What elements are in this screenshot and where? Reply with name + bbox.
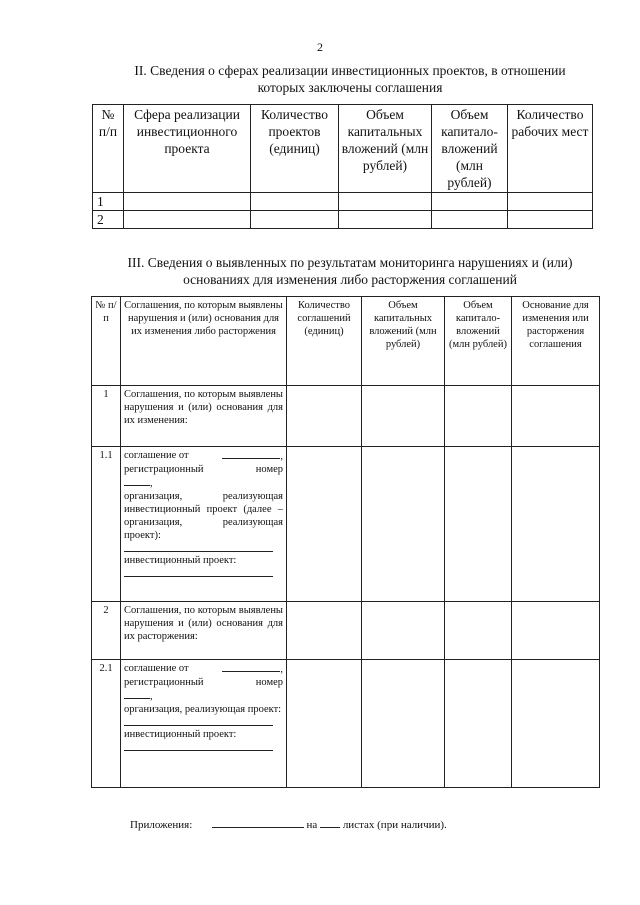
attachments-on: на <box>306 819 318 831</box>
table-row <box>93 211 593 229</box>
table-cell <box>445 386 512 447</box>
agreement-date-label: соглашение от <box>124 663 189 674</box>
section-3-title <box>90 254 610 288</box>
column-header-number: № п/п <box>93 105 124 193</box>
table-row <box>93 193 593 211</box>
organization-text: организация, реализующая инвестиционный проект (далее – организация, реализующая проект): <box>124 491 283 541</box>
blank-field-line <box>124 689 150 699</box>
table-cell <box>251 193 339 211</box>
table-cell <box>251 211 339 229</box>
project-label: инвестиционный проект: <box>124 555 237 566</box>
section-2-title <box>80 62 620 96</box>
section-2-title-line-1: II. Сведения о сферах реализации инвестиционных проектов, в отношении <box>134 63 566 78</box>
table-cell <box>362 447 445 602</box>
blank-field-line <box>222 662 280 672</box>
blank-field-line <box>320 818 340 828</box>
table-cell <box>287 447 362 602</box>
table-cell <box>508 193 593 211</box>
reg-blank: , <box>124 476 153 490</box>
organization-text: организация, реализующая проект: <box>124 704 282 715</box>
column-header-agreement-count: Количество соглашений (единиц) <box>287 297 362 386</box>
table-cell <box>362 602 445 660</box>
table-cell <box>339 193 432 211</box>
row-number: 1 <box>92 386 121 447</box>
table-cell <box>432 193 508 211</box>
table-cell <box>287 386 362 447</box>
table-cell <box>512 447 600 602</box>
row-number: 2 <box>92 602 121 660</box>
date-blank: , <box>222 449 283 463</box>
row-number: 2.1 <box>92 660 121 788</box>
table-cell <box>512 386 600 447</box>
section-2-title-line-2: которых заключены соглашения <box>257 80 443 95</box>
table-cell <box>287 602 362 660</box>
agreement-details <box>121 660 287 788</box>
row-number: 1.1 <box>92 447 121 602</box>
table-cell <box>432 211 508 229</box>
investment-spheres-table <box>92 104 593 229</box>
blank-field-line <box>124 741 273 751</box>
table-header-row <box>92 297 600 386</box>
agreement-details <box>121 447 287 602</box>
blank-field-line <box>222 449 280 459</box>
row-number: 2 <box>93 211 124 229</box>
column-header-agreements: Соглашения, по которым выявлены нарушения и (или) основания для их изменения либо расторжения <box>121 297 287 386</box>
row-description: Соглашения, по которым выявлены нарушения и (или) основания для их расторжения: <box>121 602 287 660</box>
table-cell <box>124 193 251 211</box>
table-cell <box>362 660 445 788</box>
table-cell <box>287 660 362 788</box>
table-header-row <box>93 105 593 193</box>
reg-blank: , <box>124 689 153 703</box>
table-cell <box>508 211 593 229</box>
page-number: 2 <box>317 40 323 54</box>
attachments-sheets: листах (при наличии). <box>342 819 447 831</box>
table-cell <box>445 602 512 660</box>
column-header-sphere: Сфера реализации инвестиционного проекта <box>124 105 251 193</box>
table-row <box>92 386 600 447</box>
date-blank: , <box>222 662 283 676</box>
blank-field-line <box>124 542 273 552</box>
blank-field-line <box>212 818 304 828</box>
column-header-capital-investment: Объем капитальных вложений (млн рублей) <box>362 297 445 386</box>
table-cell <box>124 211 251 229</box>
column-header-jobs: Количество рабочих мест <box>508 105 593 193</box>
table-cell <box>339 211 432 229</box>
attachments-label: Приложения: <box>130 819 193 831</box>
column-header-number: № п/п <box>92 297 121 386</box>
column-header-project-count: Количество проектов (единиц) <box>251 105 339 193</box>
section-3-title-line-1: III. Сведения о выявленных по результатам мониторинга нарушениях и (или) <box>127 255 573 270</box>
table-cell <box>512 660 600 788</box>
reg-number-label: регистрационный номер <box>124 677 283 688</box>
table-cell <box>445 660 512 788</box>
row-description: Соглашения, по которым выявлены нарушения и (или) основания для их изменения: <box>121 386 287 447</box>
column-header-basis: Основание для изменения или расторжения соглашения <box>512 297 600 386</box>
table-cell <box>445 447 512 602</box>
blank-field-line <box>124 567 273 577</box>
table-cell <box>362 386 445 447</box>
table-row <box>92 447 600 602</box>
section-3-title-line-2: основаниях для изменения либо расторжения соглашений <box>183 272 517 287</box>
table-row <box>92 602 600 660</box>
column-header-capital-investments-alt: Объем капитало-вложений (млн рублей) <box>432 105 508 193</box>
blank-field-line <box>124 716 273 726</box>
reg-number-label: регистрационный номер <box>124 464 283 475</box>
attachments-line <box>130 818 447 831</box>
violations-table <box>91 296 600 788</box>
table-cell <box>512 602 600 660</box>
column-header-capital-investments-alt: Объем капитало-вложений (млн рублей) <box>445 297 512 386</box>
agreement-date-label: соглашение от <box>124 450 189 461</box>
project-label: инвестиционный проект: <box>124 729 237 740</box>
column-header-capital-investment: Объем капитальных вложений (млн рублей) <box>339 105 432 193</box>
row-number: 1 <box>93 193 124 211</box>
table-row <box>92 660 600 788</box>
blank-field-line <box>124 476 150 486</box>
